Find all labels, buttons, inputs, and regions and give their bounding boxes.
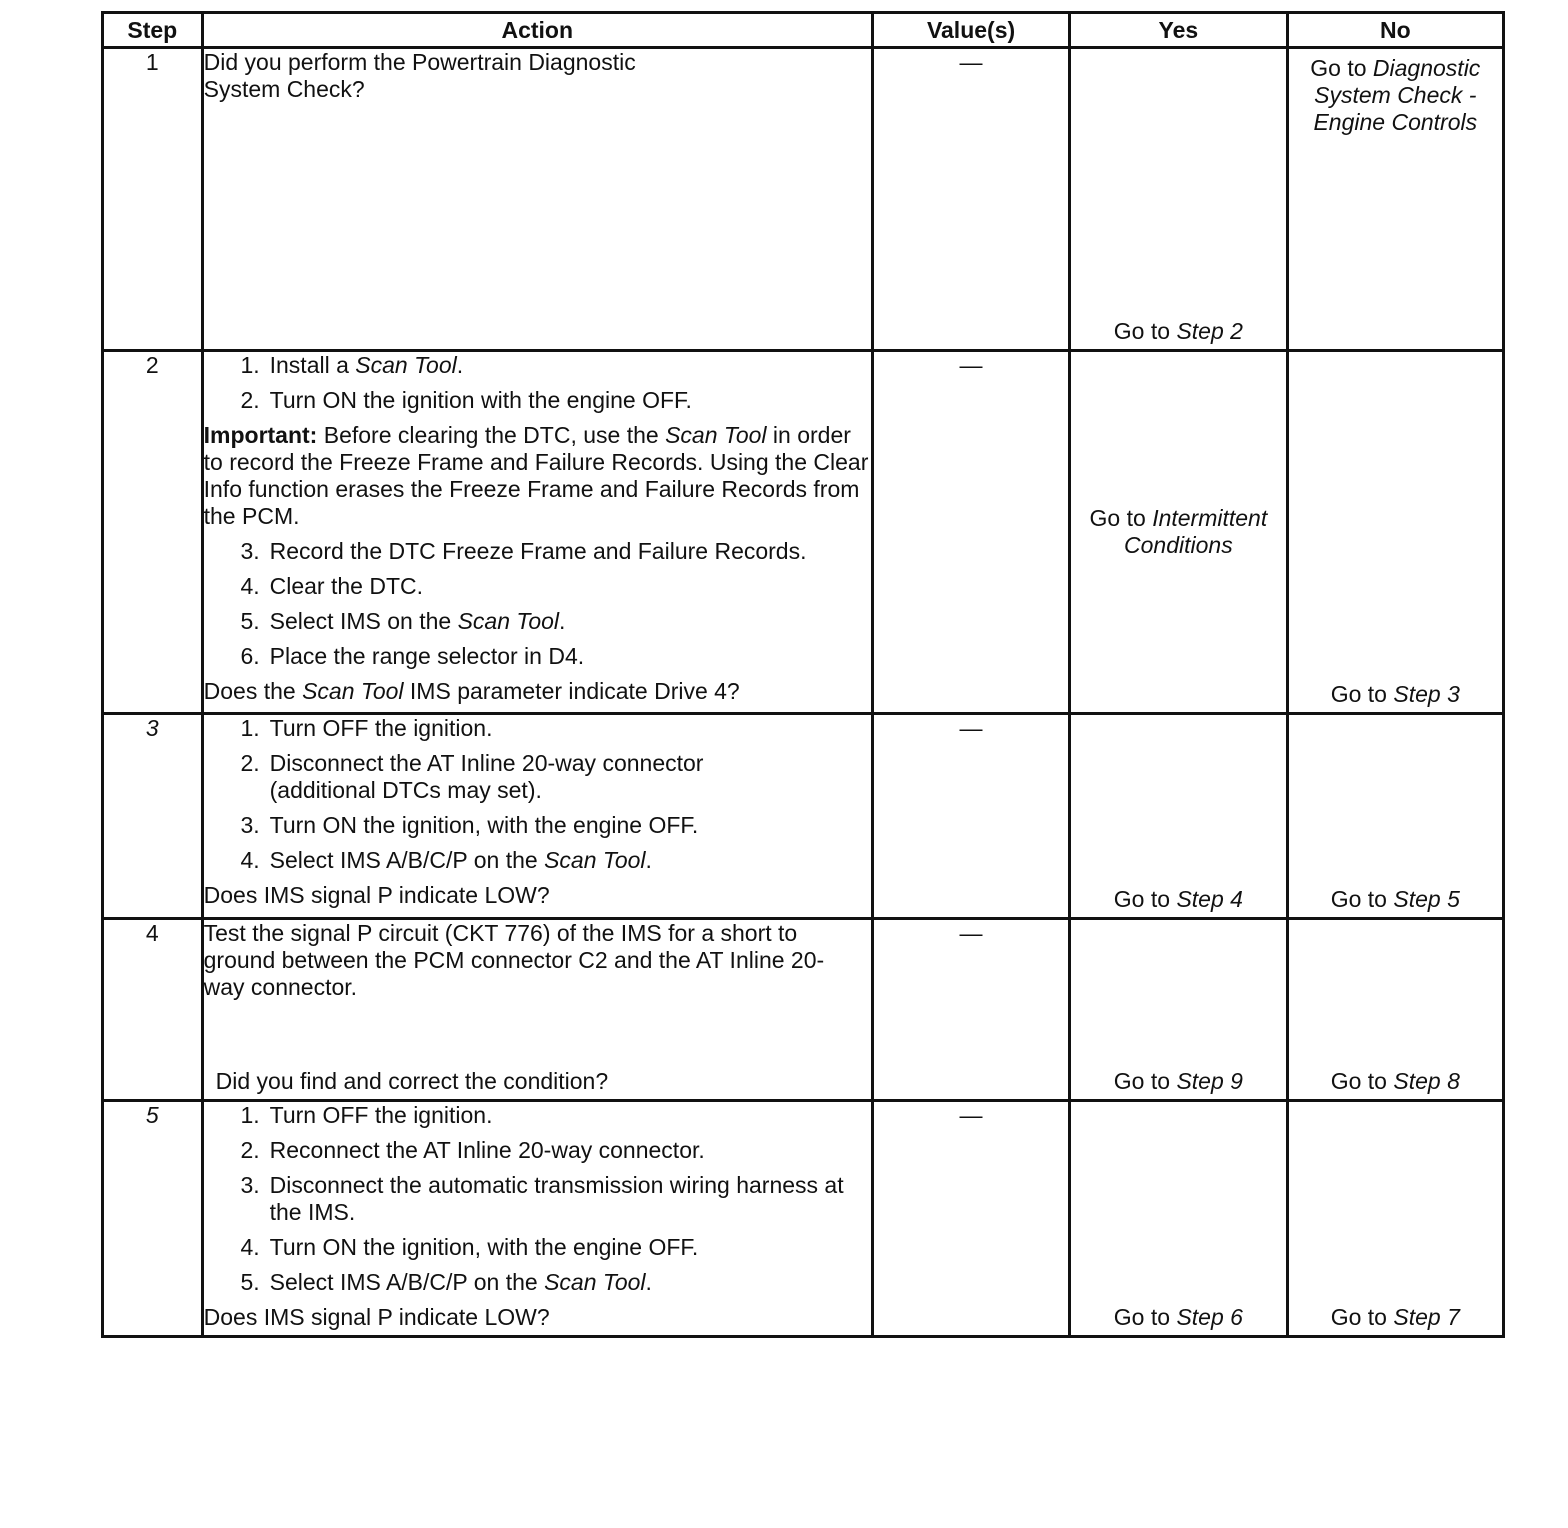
question-text: Does the Scan Tool IMS parameter indicate Drive 4?: [203, 678, 740, 704]
action-list: [204, 1102, 871, 1296]
list-item: 4. Turn ON the ignition, with the engine OFF.: [240, 1234, 699, 1260]
list-item: 1. Turn OFF the ignition.: [240, 1102, 493, 1128]
yes-cell: [1070, 919, 1287, 1101]
list-item: 2. Turn ON the ignition with the engine OFF.: [240, 387, 692, 413]
action-text: Did you perform the Powertrain Diagnostic System Check?: [203, 49, 636, 102]
question-text: Did you find and correct the condition?: [215, 1068, 609, 1094]
yes-cell: [1070, 714, 1287, 919]
action-list: [204, 715, 871, 874]
list-item: 1. Turn OFF the ignition.: [240, 715, 493, 741]
list-item: 1. Install a Scan Tool.: [240, 352, 464, 378]
no-cell: [1287, 48, 1503, 351]
question-text: Does IMS signal P indicate LOW?: [203, 882, 550, 908]
no-cell: [1287, 919, 1503, 1101]
value-cell: —: [872, 919, 1069, 1101]
header-yes: Yes: [1070, 13, 1287, 48]
list-item: 4. Clear the DTC.: [240, 573, 423, 599]
list-item: 3. Record the DTC Freeze Frame and Failure Records.: [240, 538, 807, 564]
list-item: 5. Select IMS A/B/C/P on the Scan Tool.: [240, 1269, 652, 1295]
step-number: 2: [103, 351, 203, 714]
no-cell: [1287, 714, 1503, 919]
yes-cell: [1070, 351, 1287, 714]
no-goto[interactable]: Go to Step 3: [1330, 681, 1460, 707]
no-cell: [1287, 1101, 1503, 1337]
header-no: No: [1287, 13, 1503, 48]
table-row-step-1: [103, 48, 1504, 351]
yes-goto[interactable]: Go to Intermittent Conditions: [1089, 505, 1268, 558]
no-goto[interactable]: Go to Diagnostic System Check - Engine Controls: [1310, 55, 1481, 135]
action-cell: [202, 1101, 872, 1337]
no-goto[interactable]: Go to Step 5: [1330, 886, 1460, 912]
action-cell: [202, 351, 872, 714]
list-item: 2. Disconnect the AT Inline 20-way connector (additional DTCs may set).: [240, 750, 704, 803]
list-item: 6. Place the range selector in D4.: [240, 643, 585, 669]
question-text: Does IMS signal P indicate LOW?: [203, 1304, 550, 1330]
step-number: 1: [103, 48, 203, 351]
yes-goto[interactable]: Go to Step 4: [1113, 886, 1243, 912]
yes-cell: [1070, 1101, 1287, 1337]
value-cell: —: [872, 1101, 1069, 1337]
yes-goto[interactable]: Go to Step 9: [1113, 1068, 1243, 1094]
step-number: 4: [103, 919, 203, 1101]
list-item: 2. Reconnect the AT Inline 20-way connector.: [240, 1137, 705, 1163]
value-cell: —: [872, 48, 1069, 351]
no-goto[interactable]: Go to Step 7: [1330, 1304, 1460, 1330]
action-cell: [202, 714, 872, 919]
list-item: 3. Disconnect the automatic transmission wiring harness at the IMS.: [240, 1172, 844, 1225]
action-list: [204, 352, 871, 414]
table-row-step-5: [103, 1101, 1504, 1337]
no-cell: [1287, 351, 1503, 714]
list-item: 4. Select IMS A/B/C/P on the Scan Tool.: [240, 847, 652, 873]
action-list: [204, 538, 871, 670]
step-number: 3: [103, 714, 203, 919]
header-values: Value(s): [872, 13, 1069, 48]
step-number: 5: [103, 1101, 203, 1337]
yes-cell: [1070, 48, 1287, 351]
action-text: Test the signal P circuit (CKT 776) of the IMS for a short to ground between the PCM connector C2 and the AT Inline 20-way connector.: [203, 920, 825, 1000]
diagnostic-table: [101, 11, 1505, 1338]
header-row: [103, 13, 1504, 48]
table-row-step-4: [103, 919, 1504, 1101]
list-item: 5. Select IMS on the Scan Tool.: [240, 608, 566, 634]
action-cell: [202, 919, 872, 1101]
no-goto[interactable]: Go to Step 8: [1330, 1068, 1460, 1094]
table-row-step-3: [103, 714, 1504, 919]
header-action: Action: [202, 13, 872, 48]
value-cell: —: [872, 351, 1069, 714]
action-cell: [202, 48, 872, 351]
header-step: Step: [103, 13, 203, 48]
important-note: Important: Before clearing the DTC, use the Scan Tool in order to record the Freeze Frame and Failure Records. Using the Clear Info function erases the Freeze Frame and Failure Records from the PCM.: [203, 422, 869, 529]
yes-goto[interactable]: Go to Step 2: [1113, 318, 1243, 344]
table-row-step-2: [103, 351, 1504, 714]
yes-goto[interactable]: Go to Step 6: [1113, 1304, 1243, 1330]
value-cell: —: [872, 714, 1069, 919]
list-item: 3. Turn ON the ignition, with the engine OFF.: [240, 812, 699, 838]
